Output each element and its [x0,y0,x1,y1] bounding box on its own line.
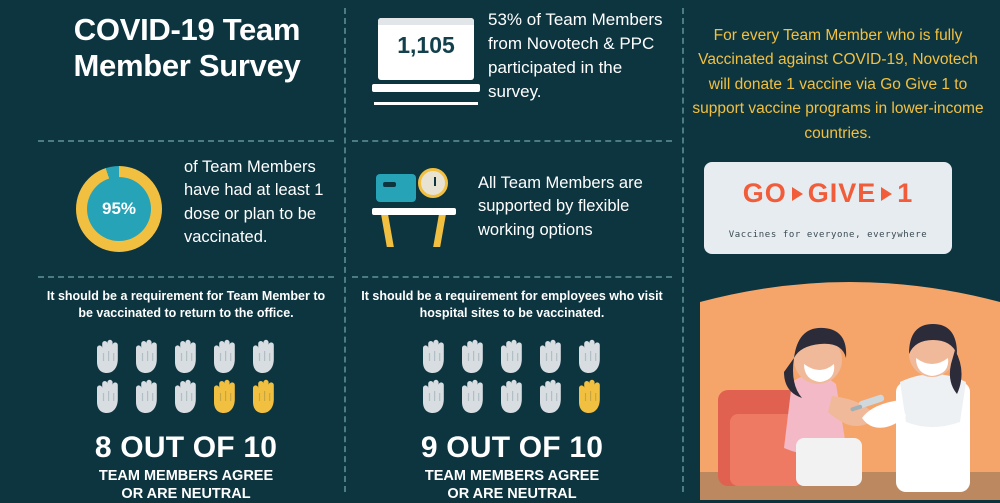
hand-icon [575,379,606,415]
laptop-screen-bar [378,18,474,25]
desk-leg-left [381,215,394,247]
row-divider-left-1 [38,140,334,142]
desk-surface [372,208,456,215]
column-divider-1 [344,8,346,492]
stat-sub-line2: OR ARE NEUTRAL [121,485,251,502]
hand-icon [171,339,202,375]
hand-icon [132,339,163,375]
response-count: 1,105 [397,32,455,58]
hand-icon [419,339,450,375]
stat-block-office [38,288,334,503]
monitor-icon [376,174,416,202]
donation-text: For every Team Member who is fully Vaccinated against COVID-19, Novotech will donate 1 vaccine via Go Give 1 to support vaccine programs in lower-income countries. [692,27,984,142]
hand-icon [132,379,163,415]
hand-icon [497,339,528,375]
hand-icon [210,379,241,415]
flexible-working-text: All Team Members are supported by flexible working options [478,174,643,239]
stat-headline: 8 OUT OF 10 [94,430,278,464]
laptop-icon [372,18,480,110]
stat-sub-line1: TEAM MEMBERS AGREE [98,467,274,484]
logo-word-go: GO [742,178,787,208]
play-triangle-icon-2 [881,187,892,201]
logo-word-give: GIVE [807,178,877,208]
stat-headline: 9 OUT OF 10 [420,430,604,464]
column-divider-2 [682,8,684,492]
go-give-1-card [704,162,952,254]
clock-icon [418,168,448,198]
vaccination-illustration [700,262,1000,500]
logo-word-one: 1 [897,178,914,208]
desk-icon [372,164,456,252]
participation-text: 53% of Team Members from Novotech & PPC participated in the survey. [488,10,663,102]
laptop-underline [374,102,478,105]
hand-icon [575,339,606,375]
hand-icon [93,379,124,415]
stat-question: It should be a requirement for Team Member to be vaccinated to return to the office. [46,289,326,321]
vaccination-text: of Team Members have had at least 1 dose or plan to be vaccinated. [184,158,324,247]
hand-icon [536,379,567,415]
laptop-base [372,84,480,92]
hand-rating-row [352,337,672,417]
hand-icon [497,379,528,415]
hand-icon [458,379,489,415]
stat-block-hospital [352,288,672,503]
hand-icon [419,379,450,415]
hand-icon [458,339,489,375]
stat-question: It should be a requirement for employees who visit hospital sites to be vaccinated. [361,289,663,321]
go-give-1-logo [704,178,952,209]
row-divider-mid-2 [352,276,672,278]
go-give-1-tagline: Vaccines for everyone, everywhere [728,230,928,240]
vaccination-percent: 95% [87,177,151,241]
stat-sub-line1: TEAM MEMBERS AGREE [424,467,600,484]
hand-icon [536,339,567,375]
play-triangle-icon [792,187,803,201]
hand-icon [249,379,280,415]
page-title: COVID-19 Team Member Survey [73,12,301,84]
desk-leg-right [433,215,446,247]
hand-icon [93,339,124,375]
hand-rating-row [38,337,334,417]
row-divider-left-2 [38,276,334,278]
hand-icon [210,339,241,375]
row-divider-mid-1 [352,140,672,142]
stat-sub-line2: OR ARE NEUTRAL [447,485,577,502]
vaccination-photo [700,262,1000,500]
hand-icon [171,379,202,415]
hand-icon [249,339,280,375]
vaccination-donut-chart [76,166,162,252]
